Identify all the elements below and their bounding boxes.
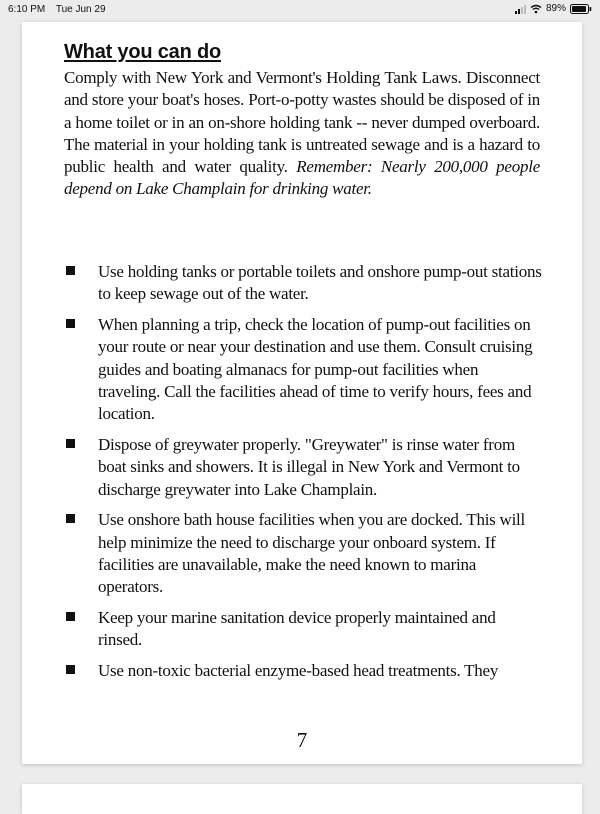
bullet-text: Keep your marine sanitation device properly maintained and rinsed. (98, 608, 496, 650)
intro-emphasis: Remember: Nearly 200,000 people depend on Lake Champlain for drinking water. (64, 157, 540, 199)
bullet-square-icon (66, 514, 75, 523)
bullet-item (64, 607, 542, 652)
battery-icon (570, 4, 592, 14)
bullet-square-icon (66, 665, 75, 674)
bullet-text: Use holding tanks or portable toilets and onshore pump-out stations to keep sewage out of the water. (98, 262, 542, 304)
bullet-square-icon (66, 266, 75, 275)
bullet-item (64, 660, 542, 682)
status-bar (0, 0, 600, 22)
bullet-square-icon (66, 439, 75, 448)
bullet-item (64, 261, 542, 306)
bullet-text: Use non-toxic bacterial enzyme-based head treatments. They (98, 661, 499, 681)
document-page (22, 22, 582, 764)
intro-text: Comply with New York and Vermont's Holding Tank Laws. Disconnect and store your boat's hoses. Port-o-potty wastes should be disposed of in a home toilet or in an on-shore holding tank -- never dumped overboard. The material in your holding tank is untreated sewage and is a hazard to public health and water quality. (64, 68, 540, 177)
status-date: Tue Jun 29 (55, 4, 106, 15)
status-time: 6:10 PM (8, 4, 46, 15)
bullet-square-icon (66, 319, 75, 328)
bullet-text: Dispose of greywater properly. "Greywater" is rinse water from boat sinks and showers. It is illegal in New York and Vermont to discharge greywater into Lake Champlain. (98, 435, 520, 499)
status-left (8, 4, 114, 15)
bullet-item (64, 314, 542, 425)
bullet-text: When planning a trip, check the location of pump-out facilities on your route or near your destination and use them. Consult cruising guides and boating almanacs for pump-out facilities when traveling. Call the facilities ahead of time to verify hours, fees and location. (98, 315, 533, 424)
wifi-icon (530, 4, 542, 14)
section-heading: What you can do (64, 41, 222, 63)
bullet-item (64, 509, 542, 598)
bullet-square-icon (66, 612, 75, 621)
bullet-text: Use onshore bath house facilities when you are docked. This will help minimize the need to discharge your onboard system. If facilities are unavailable, make the need known to marina operators. (98, 510, 525, 597)
bullet-item (64, 434, 542, 501)
intro-paragraph (64, 67, 540, 201)
cellular-signal-icon (515, 4, 526, 14)
page-number: 7 (296, 728, 308, 752)
next-page-edge (22, 784, 582, 814)
battery-percent: 89% (545, 3, 566, 14)
bullet-list (64, 261, 542, 691)
status-right (515, 3, 592, 14)
